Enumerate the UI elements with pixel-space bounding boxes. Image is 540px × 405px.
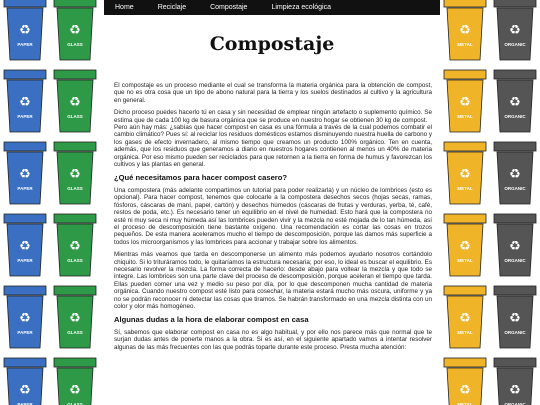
bin-label: ORGANIC	[504, 258, 526, 263]
article-paragraph: Pero aún hay más: ¿sabías que hacer compost en casa es una fórmula a través de la cual podemos combatir el cambio climático? Pues sí: al reciclar los residuos domésticos estamos disminuyendo nuestra huella de carbono y los gases de efecto invernadero, al mismo tiempo que creamos un producto 100% orgánico. Ten en cuenta, además, que los residuos que generamos a diario en nuestros hogares contienen al menos un 40% de materia orgánica. Por eso mismo pueden ser reciclados para que retornen a la tierra en forma de humus y favorezcan los cultivos y las plantas en general.	[114, 124, 432, 169]
recycle-icon: ♻	[69, 95, 81, 110]
bin-label: GLASS	[67, 330, 83, 335]
article-paragraph: Mientras más veamos que tarda en descomponerse un alimento más podemos ayudarlo nosotros cortándolo chiquito. Si lo trituráramos todo, le quitaríamos la estructura necesaria; por eso, lo ideal es buscar el equilibrio. Es necesario revolver la mezcla. La forma correcta de hacerlo: desde abajo para voltear la mezcla y que todo se integre. Las lombrices son una parte clave del proceso de descomposición, porque aceleran el tiempo que tarda. Ellas pueden comer una vez y medio su peso por día, por lo que descomponen mucha cantidad de materia orgánica. Cuando nuestro compost esté listo para cosechar, la materia estará mucho más oscura, uniforme y ya no se podrán reconocer ni detectar las cosas que tiramos. Se habrán transformado en una mezcla distinta con un color y olor más homogéneo.	[114, 251, 432, 310]
recycle-icon: ♻	[19, 239, 31, 254]
article-paragraph: Dicho proceso puedes hacerlo tú en casa y sin necesidad de emplear ningún artefacto o suplemento químico. Se estima que de cada 100 kg de basura orgánica que se produce en nuestro hogar se obtienen 30 kg de compost.	[114, 109, 432, 124]
bin-label: METAL	[457, 114, 473, 119]
bin-label: METAL	[457, 402, 473, 405]
recycling-bin-icon	[4, 142, 46, 204]
bin-label: PAPER	[17, 186, 33, 191]
recycle-icon: ♻	[69, 383, 81, 398]
bin-label: ORGANIC	[504, 114, 526, 119]
nav-compostaje[interactable]: Compostaje	[210, 4, 248, 11]
article-paragraph: Sí, sabemos que elaborar compost en casa no es algo habitual, y por ello nos parece más que normal que te surjan dudas antes de ponerte manos a la obra. Si es así, en el siguiente apartado vamos a intentar resolver algunas de las más frecuentes con las que podrás toparte durante este proceso. Presta mucha atención:	[114, 328, 432, 351]
recycling-bin-icon	[54, 70, 96, 132]
recycle-icon: ♻	[459, 95, 471, 110]
recycling-bin-icon	[54, 214, 96, 276]
recycling-bin-icon	[494, 70, 536, 132]
recycle-icon: ♻	[19, 311, 31, 326]
bin-label: METAL	[457, 330, 473, 335]
recycling-bin-icon	[494, 0, 536, 60]
recycling-bin-icon	[54, 0, 96, 60]
bin-label: GLASS	[67, 402, 83, 405]
bin-label: GLASS	[67, 258, 83, 263]
recycle-icon: ♻	[69, 167, 81, 182]
bin-label: ORGANIC	[504, 42, 526, 47]
recycling-bin-icon	[4, 0, 46, 60]
recycling-bins-pattern-left	[0, 0, 100, 405]
nav-home[interactable]: Home	[115, 4, 134, 11]
bin-label: METAL	[457, 42, 473, 47]
recycling-bin-icon	[494, 142, 536, 204]
recycle-icon: ♻	[509, 95, 521, 110]
bin-label: PAPER	[17, 114, 33, 119]
recycle-icon: ♻	[19, 95, 31, 110]
top-navigation	[104, 0, 440, 15]
nav-reciclaje[interactable]: Reciclaje	[157, 4, 187, 11]
recycling-bin-icon	[4, 286, 46, 348]
bin-label: ORGANIC	[504, 186, 526, 191]
recycling-bin-icon	[54, 142, 96, 204]
bin-label: GLASS	[67, 186, 83, 191]
bin-label: PAPER	[17, 402, 33, 405]
recycling-bin-icon	[4, 358, 46, 405]
recycle-icon: ♻	[459, 167, 471, 182]
bin-label: METAL	[457, 186, 473, 191]
recycle-icon: ♻	[509, 167, 521, 182]
article-paragraph: El compostaje es un proceso mediante el cual se transforma la materia orgánica para la obtención de compost, que no es otra cosa que un tipo de abono natural para la tierra y los suelos destinados al cultivo y la agricultura en general.	[114, 82, 432, 104]
recycling-bin-icon	[494, 286, 536, 348]
recycle-icon: ♻	[69, 239, 81, 254]
recycling-bin-icon	[444, 0, 486, 60]
recycle-icon: ♻	[509, 311, 521, 326]
background-bins-left	[0, 0, 100, 405]
recycling-bin-icon	[444, 214, 486, 276]
recycling-bin-icon	[4, 214, 46, 276]
page-title: Compostaje	[209, 33, 335, 55]
recycling-bin-icon	[444, 142, 486, 204]
recycle-icon: ♻	[459, 311, 471, 326]
recycling-bin-icon	[4, 70, 46, 132]
recycling-bin-icon	[444, 70, 486, 132]
recycle-icon: ♻	[459, 239, 471, 254]
recycle-icon: ♻	[459, 23, 471, 38]
bin-label: ORGANIC	[504, 330, 526, 335]
nav-limpieza-ecologica[interactable]: Limpieza ecológica	[271, 4, 331, 11]
bin-label: ORGANIC	[504, 402, 526, 405]
recycling-bin-icon	[54, 358, 96, 405]
bin-label: PAPER	[17, 42, 33, 47]
recycle-icon: ♻	[69, 311, 81, 326]
recycling-bin-icon	[444, 286, 486, 348]
bin-label: PAPER	[17, 258, 33, 263]
recycle-icon: ♻	[509, 23, 521, 38]
recycle-icon: ♻	[19, 383, 31, 398]
bin-label: METAL	[457, 258, 473, 263]
recycle-icon: ♻	[19, 23, 31, 38]
recycling-bin-icon	[494, 214, 536, 276]
recycle-icon: ♻	[19, 167, 31, 182]
recycling-bins-pattern-right	[440, 0, 540, 405]
article-body	[114, 82, 432, 356]
bin-label: GLASS	[67, 114, 83, 119]
article-paragraph: Una compostera (más adelante compartimos un tutorial para poder realizarla) y un núcleo de lombrices (esto es opcional). Para hacer compost, tenemos que colocarle a la compostera desechos secos (hojas secas, ramas, fósforos, cáscaras de maní, papel, cartón) y desechos húmedos (cáscaras de frutas y verduras, yerba, té, café, restos de poda, etc.). Es necesario tener un equilibrio en el nivel de humedad. Esto hará que la compostera no esté ni muy seca ni muy húmeda así las lombrices pueden vivir y la mezcla no esté mojada de lo tan húmeda, así el proceso de descomposición tiene bastante oxígeno. Una recomendación es cortar las cosas en trozos pequeños. De esta manera aceleramos mucho el tiempo de descomposición, porque las damos más superficie a todos los microorganismos y las lombrices para accionar y trabajar sobre los alimentos.	[114, 186, 432, 246]
recycling-bin-icon	[54, 286, 96, 348]
recycle-icon: ♻	[509, 383, 521, 398]
recycle-icon: ♻	[459, 383, 471, 398]
recycling-bin-icon	[444, 358, 486, 405]
recycling-bin-icon	[494, 358, 536, 405]
recycle-icon: ♻	[509, 239, 521, 254]
recycle-icon: ♻	[69, 23, 81, 38]
bin-label: PAPER	[17, 330, 33, 335]
section-heading: ¿Qué necesitamos para hacer compost casero?	[114, 173, 288, 183]
section-heading: Algunas dudas a la hora de elaborar compost en casa	[114, 315, 309, 325]
background-bins-right	[440, 0, 540, 405]
bin-label: GLASS	[67, 42, 83, 47]
